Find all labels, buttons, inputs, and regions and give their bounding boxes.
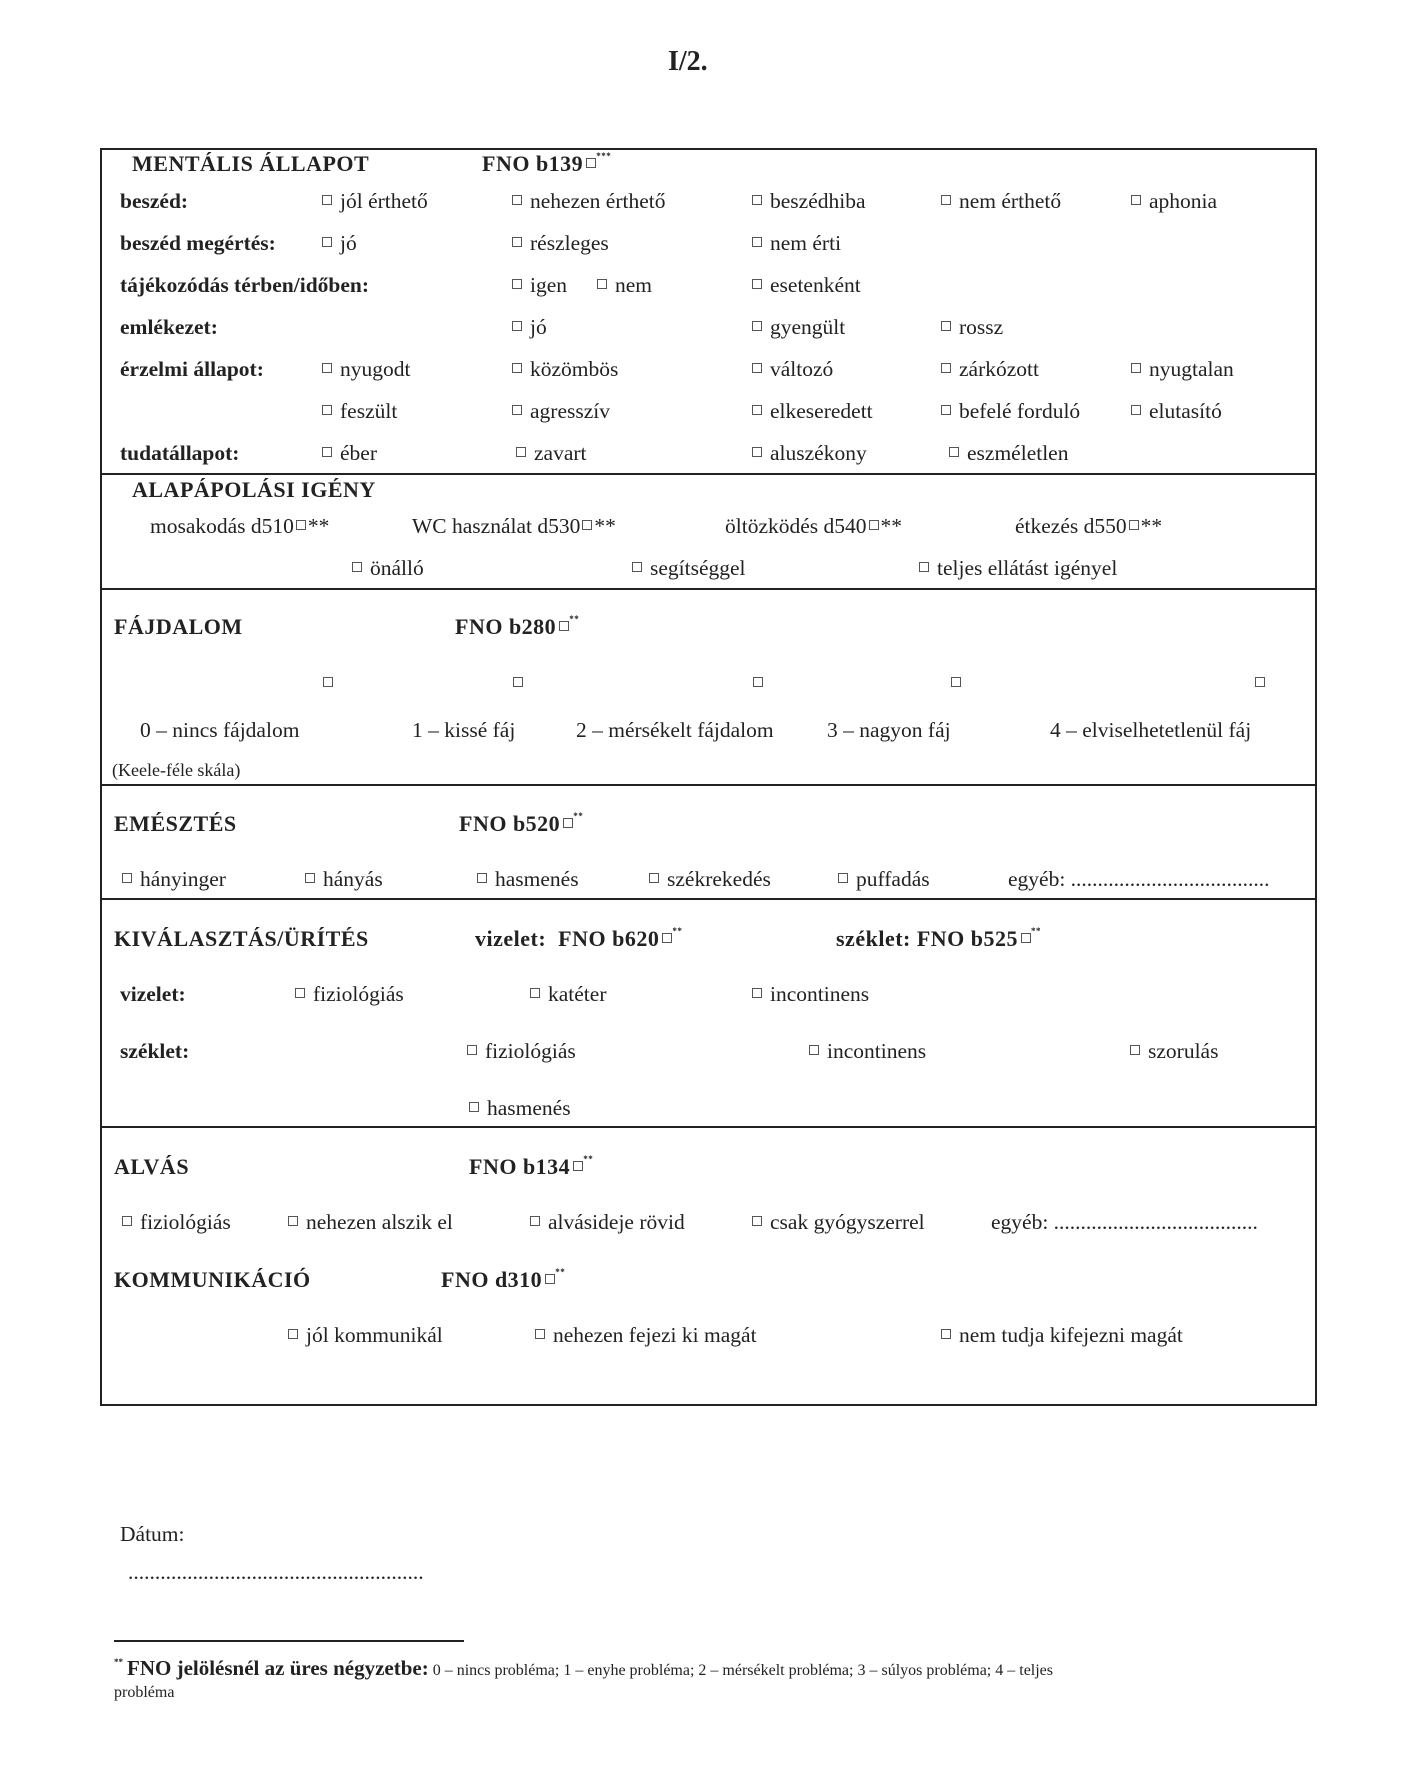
other-field-digestion[interactable]: egyéb: ..................................... bbox=[1008, 867, 1270, 891]
care-item-eating[interactable]: étkezés d550 ** bbox=[1015, 514, 1163, 538]
fno-code-urine: vizelet: FNO b620 ** bbox=[475, 926, 683, 951]
checkbox-option[interactable]: nehezen fejezi ki magát bbox=[535, 1323, 757, 1348]
checkbox-option[interactable]: önálló bbox=[352, 556, 424, 581]
pain-scale-label: 4 – elviselhetetlenül fáj bbox=[1050, 718, 1252, 742]
section-heading-communication: KOMMUNIKÁCIÓ bbox=[114, 1267, 311, 1292]
checkbox-option[interactable]: szorulás bbox=[1130, 1039, 1218, 1064]
checkbox-option[interactable]: nehezen alszik el bbox=[288, 1210, 453, 1235]
fno-code-mental: FNO b139 *** bbox=[482, 151, 612, 176]
section-heading-sleep: ALVÁS bbox=[114, 1154, 190, 1179]
date-field[interactable]: ....................................................... bbox=[128, 1560, 424, 1584]
checkbox-option[interactable]: csak gyógyszerrel bbox=[752, 1210, 925, 1235]
checkbox-option[interactable]: rossz bbox=[941, 315, 1003, 340]
checkbox-option[interactable]: hányás bbox=[305, 867, 383, 892]
footnote-continued: probléma bbox=[114, 1684, 175, 1701]
pain-checkbox-2[interactable] bbox=[753, 677, 763, 687]
checkbox-option[interactable]: fiziológiás bbox=[122, 1210, 231, 1235]
date-label: Dátum: bbox=[120, 1522, 185, 1546]
row-label-stool: széklet: bbox=[120, 1039, 190, 1063]
checkbox-option[interactable]: nem érthető bbox=[941, 189, 1061, 214]
divider bbox=[100, 784, 1317, 786]
checkbox-option[interactable]: zavart bbox=[516, 441, 587, 466]
checkbox-option[interactable]: éber bbox=[322, 441, 377, 466]
checkbox-option[interactable]: igen bbox=[512, 273, 567, 298]
checkbox-option[interactable]: hasmenés bbox=[477, 867, 579, 892]
footnote-rule bbox=[114, 1640, 464, 1642]
checkbox-option[interactable]: zárkózott bbox=[941, 357, 1039, 382]
checkbox-option[interactable]: közömbös bbox=[512, 357, 618, 382]
pain-checkbox-4[interactable] bbox=[1255, 677, 1265, 687]
row-label-orientation: tájékozódás térben/időben: bbox=[120, 273, 370, 297]
checkbox-option[interactable]: teljes ellátást igényel bbox=[919, 556, 1117, 581]
checkbox-option[interactable]: aphonia bbox=[1131, 189, 1217, 214]
divider bbox=[100, 898, 1317, 900]
row-label-comprehension: beszéd megértés: bbox=[120, 231, 276, 255]
checkbox-option[interactable]: elutasító bbox=[1131, 399, 1222, 424]
pain-checkbox-1[interactable] bbox=[513, 677, 523, 687]
page-title: I/2. bbox=[668, 46, 708, 77]
section-heading-pain: FÁJDALOM bbox=[114, 614, 243, 639]
checkbox-option[interactable]: jól érthető bbox=[322, 189, 428, 214]
checkbox-option[interactable]: alvásideje rövid bbox=[530, 1210, 685, 1235]
checkbox-option[interactable]: jól kommunikál bbox=[288, 1323, 443, 1348]
pain-checkbox-0[interactable] bbox=[323, 677, 333, 687]
checkbox-option[interactable]: elkeseredett bbox=[752, 399, 873, 424]
fno-code-communication: FNO d310 ** bbox=[441, 1267, 566, 1292]
checkbox-option[interactable]: esetenként bbox=[752, 273, 861, 298]
pain-scale-label: 1 – kissé fáj bbox=[412, 718, 516, 742]
pain-scale-note: (Keele-féle skála) bbox=[112, 760, 241, 780]
other-field-sleep[interactable]: egyéb: ...................................... bbox=[991, 1210, 1258, 1234]
care-item-toilet[interactable]: WC használat d530 ** bbox=[412, 514, 616, 538]
checkbox-option[interactable]: nyugtalan bbox=[1131, 357, 1234, 382]
checkbox-option[interactable]: incontinens bbox=[752, 982, 869, 1007]
row-label-consciousness: tudatállapot: bbox=[120, 441, 240, 465]
checkbox-option[interactable]: jó bbox=[512, 315, 547, 340]
checkbox-option[interactable]: nyugodt bbox=[322, 357, 410, 382]
section-heading-excretion: KIVÁLASZTÁS/ÜRÍTÉS bbox=[114, 926, 369, 951]
checkbox-option[interactable]: befelé forduló bbox=[941, 399, 1080, 424]
checkbox-option[interactable]: gyengült bbox=[752, 315, 845, 340]
fno-code-digestion: FNO b520 ** bbox=[459, 811, 584, 836]
row-label-memory: emlékezet: bbox=[120, 315, 218, 339]
checkbox-option[interactable]: aluszékony bbox=[752, 441, 867, 466]
footnote: ** FNO jelölésnél az üres négyzetbe: 0 – nincs probléma; 1 – enyhe probléma; 2 – mérsékelt probléma; 3 – súlyos probléma; 4 – teljes bbox=[114, 1656, 1054, 1680]
checkbox-option[interactable]: fiziológiás bbox=[467, 1039, 576, 1064]
checkbox-option[interactable]: beszédhiba bbox=[752, 189, 866, 214]
checkbox-option[interactable]: jó bbox=[322, 231, 357, 256]
row-label-emotional-state: érzelmi állapot: bbox=[120, 357, 264, 381]
checkbox-option[interactable]: hányinger bbox=[122, 867, 226, 892]
checkbox-option[interactable]: részleges bbox=[512, 231, 609, 256]
checkbox-option[interactable]: székrekedés bbox=[649, 867, 771, 892]
checkbox-option[interactable]: feszült bbox=[322, 399, 397, 424]
section-heading-mental: MENTÁLIS ÁLLAPOT bbox=[132, 151, 370, 176]
checkbox-option[interactable]: fiziológiás bbox=[295, 982, 404, 1007]
checkbox-option[interactable]: incontinens bbox=[809, 1039, 926, 1064]
pain-scale-label: 2 – mérsékelt fájdalom bbox=[576, 718, 774, 742]
checkbox-option[interactable]: eszméletlen bbox=[949, 441, 1068, 466]
checkbox-option[interactable]: katéter bbox=[530, 982, 607, 1007]
pain-scale-label: 0 – nincs fájdalom bbox=[140, 718, 300, 742]
checkbox-option[interactable]: hasmenés bbox=[469, 1096, 571, 1121]
row-label-speech: beszéd: bbox=[120, 189, 189, 213]
row-label-urine: vizelet: bbox=[120, 982, 186, 1006]
checkbox-option[interactable]: nem bbox=[597, 273, 652, 298]
care-item-dressing[interactable]: öltözködés d540 ** bbox=[725, 514, 903, 538]
checkbox-option[interactable]: nehezen érthető bbox=[512, 189, 666, 214]
checkbox-option[interactable]: segítséggel bbox=[632, 556, 746, 581]
fno-code-pain: FNO b280 ** bbox=[455, 614, 580, 639]
checkbox-option[interactable]: nem érti bbox=[752, 231, 841, 256]
pain-checkbox-3[interactable] bbox=[951, 677, 961, 687]
fno-code-stool: széklet: FNO b525 ** bbox=[836, 926, 1042, 951]
checkbox-option[interactable]: változó bbox=[752, 357, 833, 382]
divider bbox=[100, 1126, 1317, 1128]
fno-code-sleep: FNO b134 ** bbox=[469, 1154, 594, 1179]
section-heading-digestion: EMÉSZTÉS bbox=[114, 811, 237, 836]
checkbox-option[interactable]: nem tudja kifejezni magát bbox=[941, 1323, 1183, 1348]
divider bbox=[100, 473, 1317, 475]
care-item-washing[interactable]: mosakodás d510 ** bbox=[150, 514, 330, 538]
divider bbox=[100, 588, 1317, 590]
checkbox-option[interactable]: agresszív bbox=[512, 399, 610, 424]
checkbox-option[interactable]: puffadás bbox=[838, 867, 930, 892]
section-heading-basic-care: ALAPÁPOLÁSI IGÉNY bbox=[132, 477, 376, 502]
pain-scale-label: 3 – nagyon fáj bbox=[827, 718, 951, 742]
